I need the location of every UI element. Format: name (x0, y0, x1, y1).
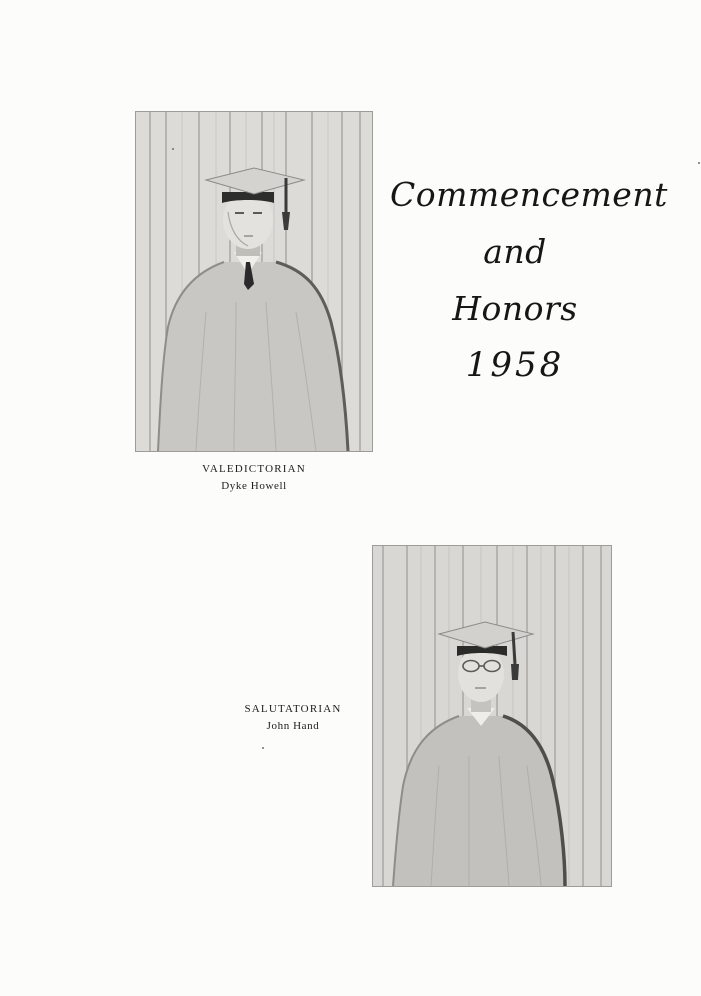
paper-speck (262, 747, 264, 749)
page-title (390, 166, 668, 394)
paper-speck (698, 162, 700, 164)
salutatorian-portrait-graphic (373, 546, 611, 886)
valedictorian-role: VALEDICTORIAN (202, 463, 306, 475)
salutatorian-name: John Hand (266, 720, 320, 732)
valedictorian-caption (193, 461, 315, 495)
title-year: 1958 (465, 345, 565, 385)
title-line-and: and (483, 232, 547, 271)
title-line-honors: Honors (452, 289, 578, 328)
valedictorian-photo (135, 111, 373, 452)
salutatorian-caption (233, 701, 353, 735)
valedictorian-name: Dyke Howell (221, 480, 287, 492)
title-line-commencement: Commencement (390, 175, 668, 214)
paper-speck (172, 148, 174, 150)
salutatorian-photo (372, 545, 612, 887)
salutatorian-role: SALUTATORIAN (244, 703, 342, 715)
valedictorian-portrait-graphic (136, 112, 372, 451)
